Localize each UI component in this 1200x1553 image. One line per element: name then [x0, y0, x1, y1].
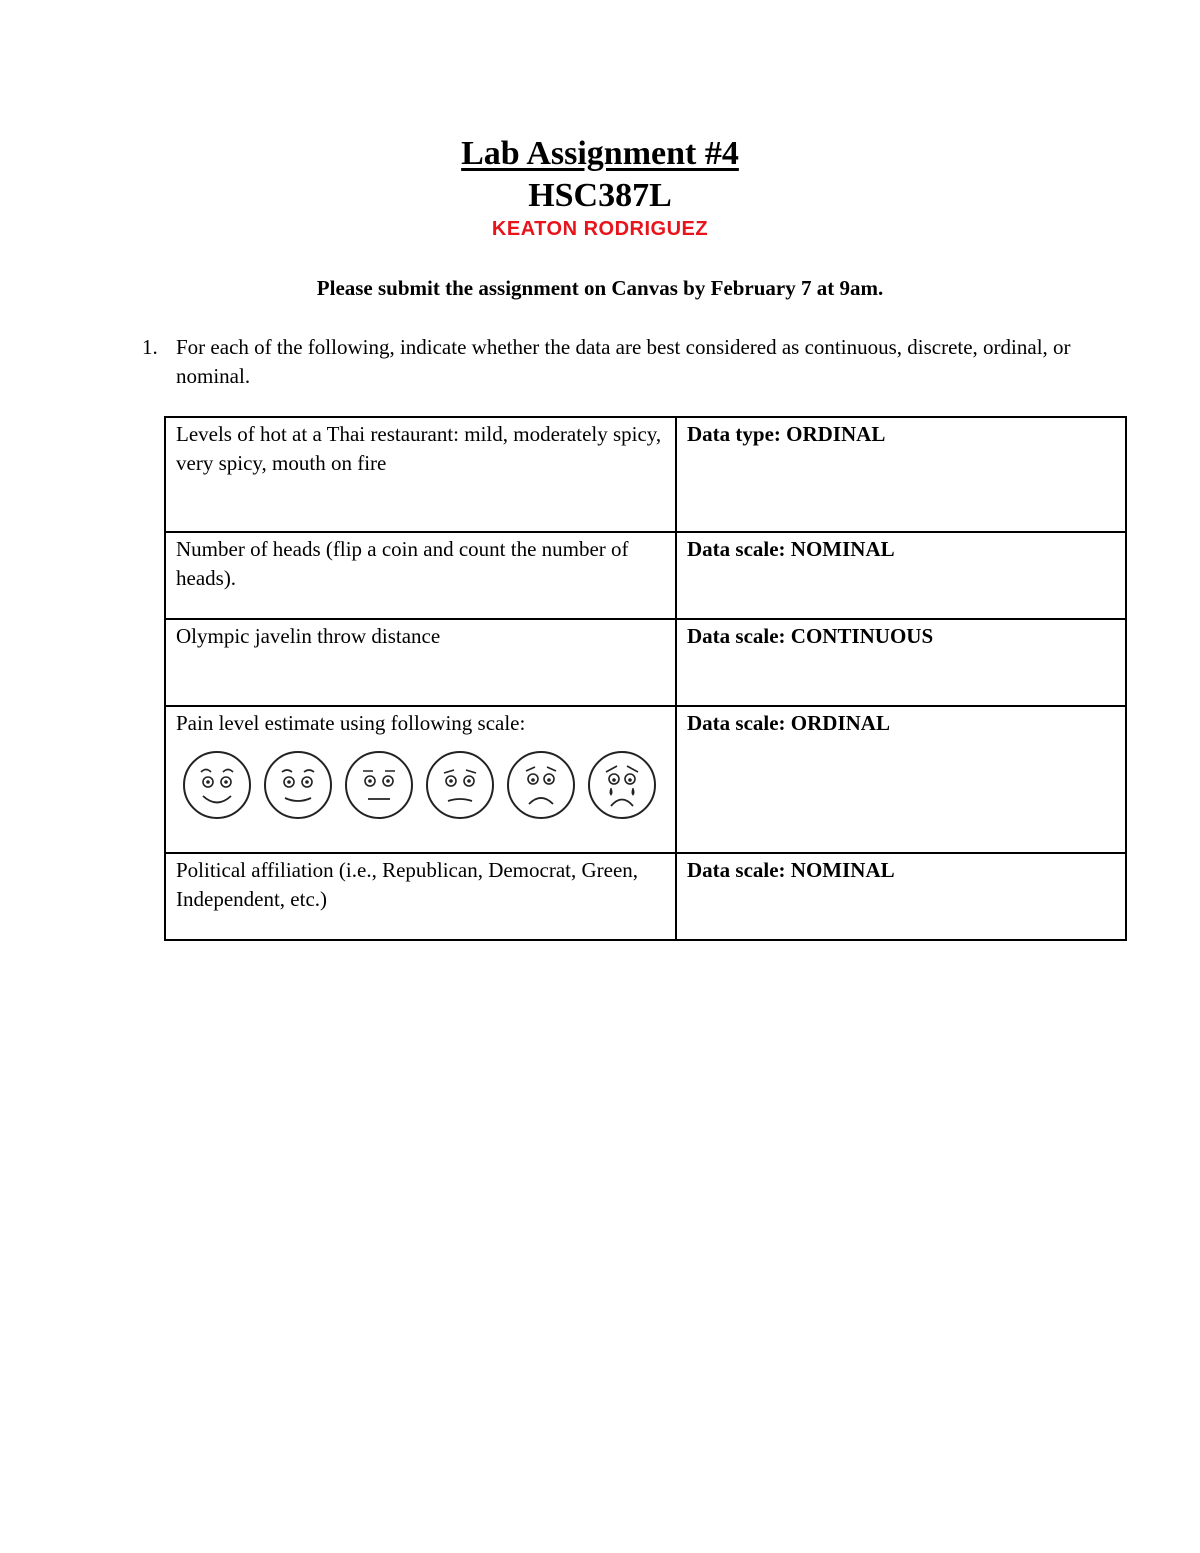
item-cell: Levels of hot at a Thai restaurant: mild, moderately spicy, very spicy, mouth on fire — [165, 417, 676, 532]
pain-scale-faces — [182, 750, 665, 820]
table-row — [165, 417, 1126, 532]
submission-instructions: Please submit the assignment on Canvas by February 7 at 9am. — [316, 276, 884, 300]
pain-scale-label: Pain level estimate using following scale: — [176, 711, 526, 735]
table-row — [165, 853, 1126, 940]
answer-cell: Data scale: NOMINAL — [676, 532, 1126, 619]
question-number: 1. — [142, 335, 158, 359]
item-cell — [165, 706, 676, 853]
course-code: HSC387L — [528, 177, 672, 214]
sad-face-icon — [506, 750, 576, 820]
table-row — [165, 619, 1126, 706]
data-type-table — [164, 416, 1127, 941]
happy-face-icon — [263, 750, 333, 820]
answer-cell: Data type: ORDINAL — [676, 417, 1126, 532]
item-cell: Olympic javelin throw distance — [165, 619, 676, 706]
answer-cell: Data scale: NOMINAL — [676, 853, 1126, 940]
student-name: KEATON RODRIGUEZ — [491, 218, 709, 240]
very-happy-face-icon — [182, 750, 252, 820]
crying-face-icon — [587, 750, 657, 820]
neutral-face-icon — [344, 750, 414, 820]
table-row — [165, 706, 1126, 853]
question-text: For each of the following, indicate whether the data are best considered as continuous, discrete, ordinal, or nominal. — [176, 335, 1071, 388]
item-cell: Number of heads (flip a coin and count the number of heads). — [165, 532, 676, 619]
answer-cell: Data scale: ORDINAL — [676, 706, 1126, 853]
answer-cell: Data scale: CONTINUOUS — [676, 619, 1126, 706]
table-row — [165, 532, 1126, 619]
uneasy-face-icon — [425, 750, 495, 820]
document-title: Lab Assignment #4 — [461, 135, 739, 172]
item-cell: Political affiliation (i.e., Republican, Democrat, Green, Independent, etc.) — [165, 853, 676, 940]
